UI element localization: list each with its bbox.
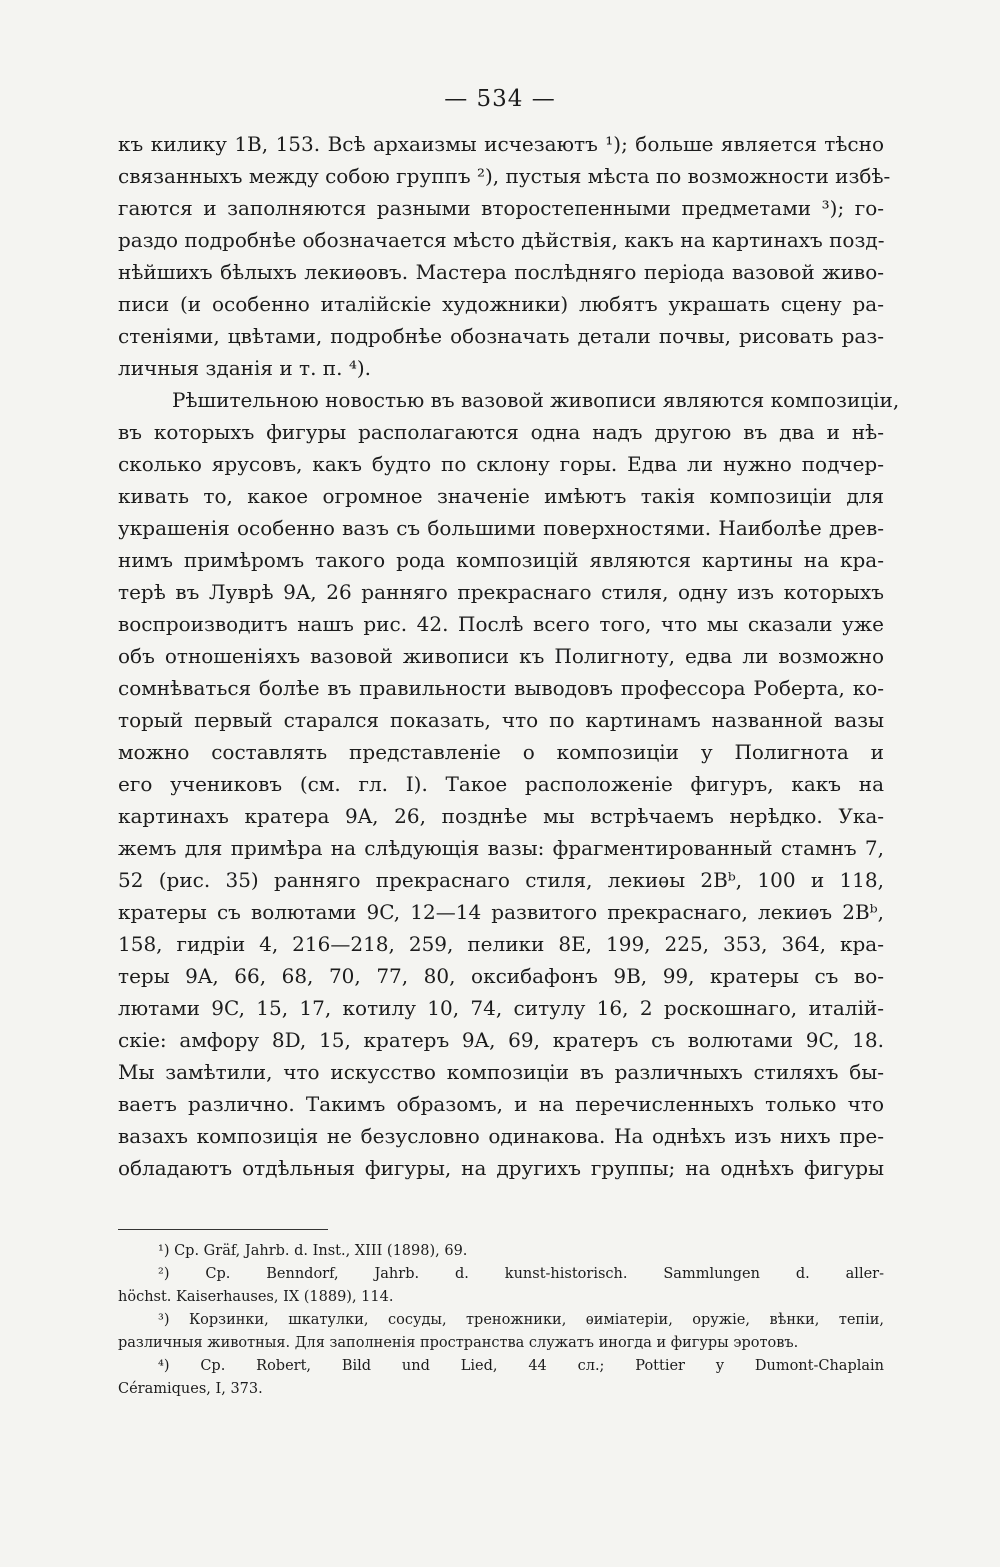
text-line: его учениковъ (см. гл. I). Такое расположеніе фигуръ, какъ на xyxy=(118,772,884,796)
footnote-separator xyxy=(118,1229,328,1230)
text-line: 158, гидріи 4, 216—218, 259, пелики 8E, 199, 225, 353, 364, кра- xyxy=(118,932,884,956)
text-line: терѣ въ Луврѣ 9A, 26 ранняго прекраснаго стиля, одну изъ которыхъ xyxy=(118,580,884,604)
text-line: лютами 9C, 15, 17, котилу 10, 74, ситулу 16, 2 роскошнаго, италій- xyxy=(118,996,884,1020)
text-line: вазахъ композиція не безусловно одинакова. На однѣхъ изъ нихъ пре- xyxy=(118,1124,884,1148)
text-line: можно составлять представленіе о композиціи у Полигнота и xyxy=(118,740,884,764)
text-line: украшенія особенно вазъ съ большими поверхностями. Наиболѣе древ- xyxy=(118,516,884,540)
footnote-line: ³) Корзинки, шкатулки, сосуды, треножники, ѳиміатеріи, оружіе, вѣнки, тепіи, xyxy=(158,1312,884,1328)
footnote-line: Céramiques, I, 373. xyxy=(118,1381,263,1397)
text-line: личныя зданія и т. п. ⁴). xyxy=(118,356,372,380)
text-line: раздо подробнѣе обозначается мѣсто дѣйствія, какъ на картинахъ позд- xyxy=(118,228,885,252)
text-line: обладаютъ отдѣльныя фигуры, на другихъ группы; на однѣхъ фигуры xyxy=(118,1156,884,1180)
text-line: кивать то, какое огромное значеніе имѣютъ такія композиціи для xyxy=(118,484,884,508)
text-line: писи (и особенно италійскіе художники) любятъ украшать сцену ра- xyxy=(118,292,884,316)
text-line: связанныхъ между собою группъ ²), пустыя мѣста по возможности избѣ- xyxy=(118,164,891,188)
main-text xyxy=(118,128,900,1184)
text-line: скіе: амфору 8D, 15, кратеръ 9A, 69, кратеръ съ волютами 9C, 18. xyxy=(118,1028,884,1052)
text-line: теры 9A, 66, 68, 70, 77, 80, оксибафонъ 9B, 99, кратеры съ во- xyxy=(118,964,884,988)
footnotes xyxy=(118,1240,884,1401)
text-line: нимъ примѣромъ такого рода композицій являются картины на кра- xyxy=(118,548,884,572)
text-line: Мы замѣтили, что искусство композиціи въ различныхъ стиляхъ бы- xyxy=(118,1060,884,1084)
text-line: сомнѣваться болѣе въ правильности выводовъ профессора Роберта, ко- xyxy=(118,676,884,700)
footnote-line: ²) Cp. Benndorf, Jahrb. d. kunst-historisch. Sammlungen d. aller- xyxy=(158,1266,884,1282)
text-line: картинахъ кратера 9A, 26, позднѣе мы встрѣчаемъ нерѣдко. Ука- xyxy=(118,804,884,828)
text-line: нѣйшихъ бѣлыхъ лекиѳовъ. Мастера послѣдняго періода вазовой живо- xyxy=(118,260,884,284)
text-line: гаются и заполняются разными второстепенными предметами ³); го- xyxy=(118,196,884,220)
text-line: воспроизводитъ нашъ рис. 42. Послѣ всего того, что мы сказали уже xyxy=(118,612,884,636)
text-line: объ отношеніяхъ вазовой живописи къ Полигноту, едва ли возможно xyxy=(118,644,884,668)
text-line: стеніями, цвѣтами, подробнѣе обозначать детали почвы, рисовать раз- xyxy=(118,324,884,348)
footnote-line: ⁴) Cp. Robert, Bild und Lied, 44 сл.; Pottier y Dumont-Chaplain xyxy=(158,1358,884,1374)
text-line: къ килику 1B, 153. Всѣ архаизмы исчезаютъ ¹); больше является тѣсно xyxy=(118,132,884,156)
text-line: кратеры съ волютами 9C, 12—14 развитого прекраснаго, лекиѳъ 2Bᵇ, xyxy=(118,900,884,924)
text-line: сколько ярусовъ, какъ будто по склону горы. Едва ли нужно подчер- xyxy=(118,452,884,476)
text-line: Рѣшительною новостью въ вазовой живописи являются композиціи, xyxy=(172,388,900,412)
text-line: жемъ для примѣра на слѣдующія вазы: фрагментированный стамнъ 7, xyxy=(118,836,884,860)
footnote-line: ¹) Cp. Gräf, Jahrb. d. Inst., XIII (1898), 69. xyxy=(158,1243,468,1259)
text-line: 52 (рис. 35) ранняго прекраснаго стиля, лекиѳы 2Bᵇ, 100 и 118, xyxy=(118,868,884,892)
text-line: ваетъ различно. Такимъ образомъ, и на перечисленныхъ только что xyxy=(118,1092,884,1116)
text-line: въ которыхъ фигуры располагаются одна надъ другою въ два и нѣ- xyxy=(118,420,884,444)
page-number: — 534 — xyxy=(444,86,556,112)
footnote-line: различныя животныя. Для заполненія пространства служатъ иногда и фигуры эротовъ. xyxy=(118,1335,799,1351)
text-line: торый первый старался показать, что по картинамъ названной вазы xyxy=(118,708,884,732)
footnote-line: höchst. Kaiserhauses, IX (1889), 114. xyxy=(118,1289,394,1305)
